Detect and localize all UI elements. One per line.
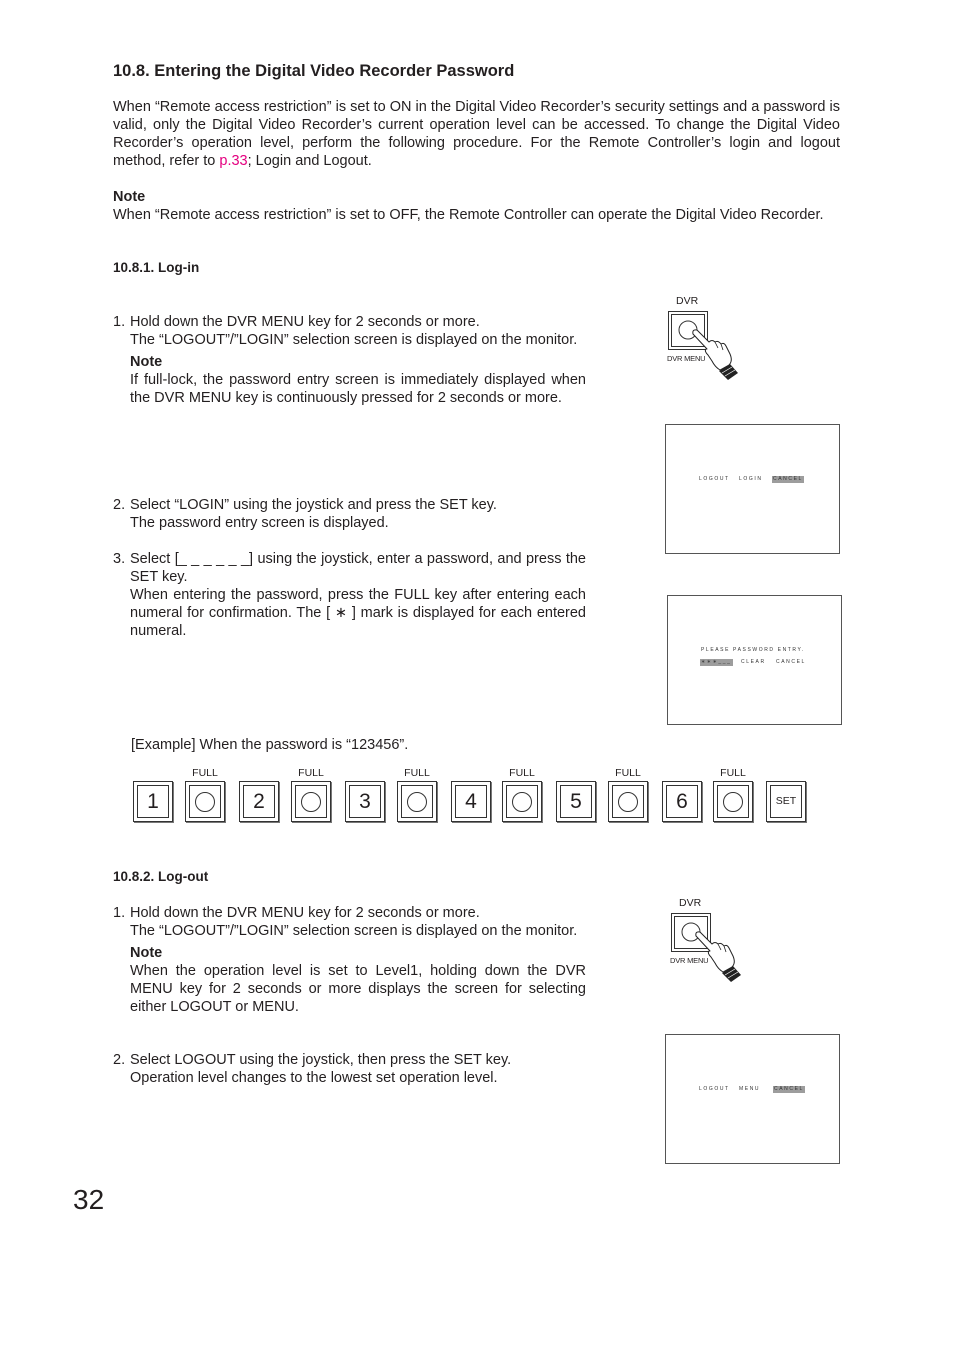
screen-password-field: ∗∗∗___	[701, 659, 732, 665]
dvr-menu-label: DVR MENU	[670, 956, 709, 965]
key-face	[349, 785, 381, 818]
step-number: 3.	[113, 551, 126, 567]
digit-key-6	[662, 781, 702, 822]
intro-text: When “Remote access restriction” is set to ON in the Digital Video Recorder’s security settings and a password is valid, only the Digital Video Recorder’s current operation level can be accessed. To change the Digital Video Recorder’s operation level, perform the following procedure. For the Remote Controller’s login and logout method, refer to	[113, 99, 840, 169]
circle-icon	[723, 792, 743, 812]
hand-pointer-icon	[668, 296, 743, 381]
full-key-caption: FULL	[615, 767, 641, 779]
section-title: 10.8. Entering the Digital Video Recorder Password	[113, 62, 515, 80]
key-face	[401, 785, 433, 818]
key-face	[560, 785, 592, 818]
intro-text-end: ; Login and Logout.	[247, 153, 372, 169]
step-body	[130, 313, 586, 407]
step-text: Hold down the DVR MENU key for 2 seconds or more.	[130, 905, 480, 921]
digit-key-2	[239, 781, 279, 822]
step-text: Select [_ _ _ _ _ _] using the joystick, enter a password, and press the SET key.	[130, 551, 586, 585]
key-face	[455, 785, 487, 818]
note-label: Note	[113, 189, 146, 205]
screen-prompt: PLEASE PASSWORD ENTRY.	[701, 647, 805, 653]
circle-icon	[301, 792, 321, 812]
note-text: When “Remote access restriction” is set to OFF, the Remote Controller can operate the Digital Video Recorder.	[113, 207, 824, 223]
full-key	[397, 781, 437, 822]
key-face	[189, 785, 221, 818]
step-text: Select LOGOUT using the joystick, then press the SET key.	[130, 1052, 512, 1068]
step-body	[130, 904, 586, 1016]
key-face	[666, 785, 698, 818]
full-key	[713, 781, 753, 822]
key-face	[243, 785, 275, 818]
key-label: 1	[147, 790, 159, 813]
step-detail: The “LOGOUT”/”LOGIN” selection screen is displayed on the monitor.	[130, 332, 578, 348]
screen-option-menu: MENU	[739, 1086, 761, 1092]
step-number: 2.	[113, 497, 126, 513]
step-text: Hold down the DVR MENU key for 2 seconds or more.	[130, 314, 480, 330]
logout-step-1	[113, 904, 586, 1016]
key-label: 5	[570, 790, 582, 813]
key-label: 6	[676, 790, 688, 813]
full-key-caption: FULL	[298, 767, 324, 779]
full-key-caption: FULL	[509, 767, 535, 779]
full-key	[185, 781, 225, 822]
intro-paragraph	[113, 98, 840, 170]
key-face	[770, 785, 802, 818]
screen-option-cancel: CANCEL	[776, 659, 806, 665]
login-step-2	[113, 496, 586, 532]
key-face	[612, 785, 644, 818]
monitor-login-select-screen	[665, 424, 840, 554]
page-reference-link[interactable]: p.33	[219, 153, 248, 169]
hand-pointer-icon	[671, 898, 746, 983]
screen-option-cancel: CANCEL	[773, 476, 803, 482]
login-section-title: 10.8.1. Log-in	[113, 260, 200, 275]
key-label: 3	[359, 790, 371, 813]
digit-key-5	[556, 781, 596, 822]
full-key-caption: FULL	[720, 767, 746, 779]
dvr-menu-key-illustration	[671, 898, 746, 983]
step-number: 1.	[113, 905, 126, 921]
full-key-caption: FULL	[404, 767, 430, 779]
monitor-password-entry-screen	[667, 595, 842, 725]
dvr-label: DVR	[679, 897, 702, 909]
step-body	[130, 496, 586, 532]
full-key	[608, 781, 648, 822]
step-note-text: When the operation level is set to Level1, holding down the DVR MENU key for 2 seconds or more displays the screen for selecting either LOGOUT or MENU.	[130, 963, 586, 1015]
set-key	[766, 781, 806, 822]
login-step-1	[113, 313, 586, 407]
screen-option-cancel: CANCEL	[774, 1086, 804, 1092]
key-face	[717, 785, 749, 818]
step-detail: When entering the password, press the FULL key after entering each numeral for confirmation. The [ ∗ ] mark is displayed for each entered numeral.	[130, 587, 586, 639]
digit-key-1	[133, 781, 173, 822]
circle-icon	[195, 792, 215, 812]
page-number: 32	[73, 1184, 105, 1215]
screen-option-login: LOGIN	[739, 476, 763, 482]
screen-option-logout: LOGOUT	[699, 1086, 730, 1092]
circle-icon	[618, 792, 638, 812]
logout-step-2	[113, 1051, 586, 1087]
key-label: SET	[775, 795, 797, 808]
full-key	[502, 781, 542, 822]
circle-icon	[407, 792, 427, 812]
step-number: 2.	[113, 1052, 126, 1068]
key-label: 4	[465, 790, 477, 813]
step-number: 1.	[113, 314, 126, 330]
step-note-label: Note	[130, 354, 163, 370]
step-text: Select “LOGIN” using the joystick and press the SET key.	[130, 497, 497, 513]
screen-option-logout: LOGOUT	[699, 476, 730, 482]
step-detail: The password entry screen is displayed.	[130, 515, 389, 531]
step-detail: The “LOGOUT”/”LOGIN” selection screen is displayed on the monitor.	[130, 923, 578, 939]
digit-key-3	[345, 781, 385, 822]
step-note-label: Note	[130, 945, 163, 961]
screen-option-clear: CLEAR	[741, 659, 766, 665]
monitor-logout-select-screen	[665, 1034, 840, 1164]
full-key	[291, 781, 331, 822]
full-key-caption: FULL	[192, 767, 218, 779]
password-example: [Example] When the password is “123456”.	[131, 737, 409, 753]
key-face	[506, 785, 538, 818]
step-body	[130, 1051, 586, 1087]
step-body	[130, 550, 586, 640]
dvr-menu-key-illustration	[668, 296, 743, 381]
step-note-text: If full-lock, the password entry screen is immediately displayed when the DVR MENU key is continuously pressed for 2 seconds or more.	[130, 372, 586, 406]
step-detail: Operation level changes to the lowest set operation level.	[130, 1070, 498, 1086]
dvr-label: DVR	[676, 295, 699, 307]
key-label: 2	[253, 790, 265, 813]
logout-section-title: 10.8.2. Log-out	[113, 869, 209, 884]
circle-icon	[512, 792, 532, 812]
key-face	[137, 785, 169, 818]
login-step-3	[113, 550, 586, 640]
digit-key-4	[451, 781, 491, 822]
dvr-menu-label: DVR MENU	[667, 354, 706, 363]
key-face	[295, 785, 327, 818]
